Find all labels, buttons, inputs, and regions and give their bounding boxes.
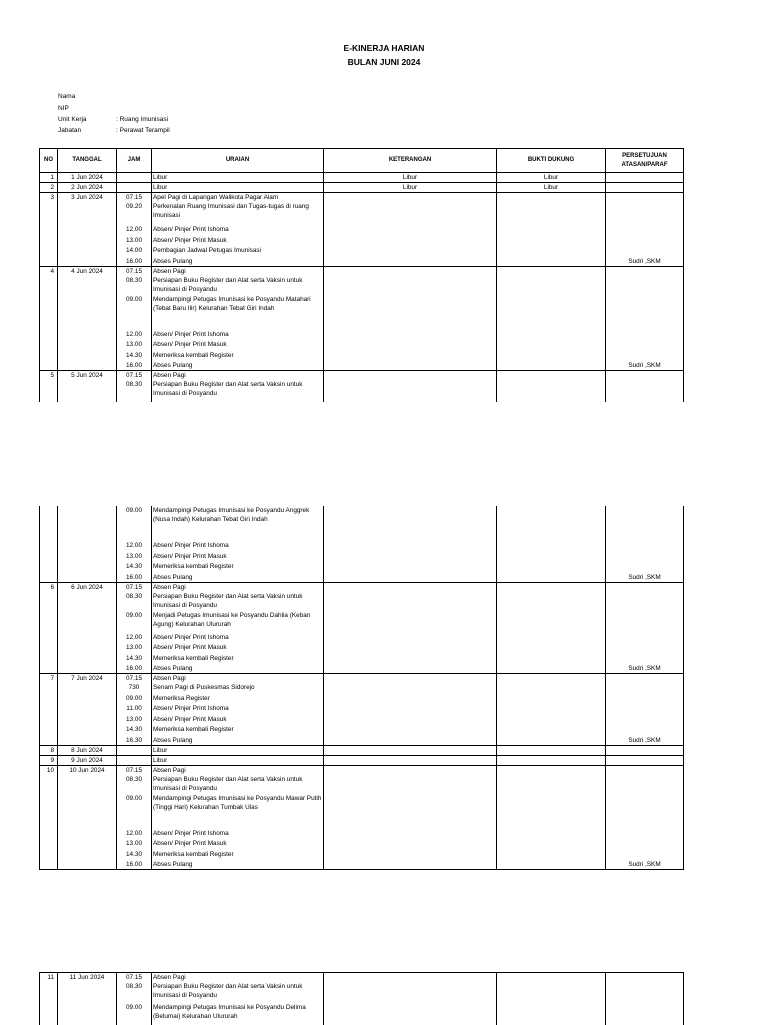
row-jam xyxy=(117,173,152,183)
row-tanggal: 10 Jun 2024 xyxy=(58,766,117,870)
activity-table-page3 xyxy=(39,972,684,1025)
jam-entry: 09.00 xyxy=(118,794,150,829)
uraian-entry: Abses Pulang xyxy=(153,860,322,869)
jam-entry: 08.30 xyxy=(118,775,150,794)
table-row xyxy=(40,267,684,371)
uraian-entry: Mendampingi Petugas Imunisasi ke Posyandu Mawar Putih (Tinggi Hari) Kelurahan Tumbak Ulas xyxy=(153,794,322,829)
row-jam xyxy=(117,183,152,193)
jam-entry: 12.00 xyxy=(118,225,150,236)
row-keterangan xyxy=(324,371,497,403)
uraian-entry: Memeriksa kembali Register xyxy=(153,351,322,361)
uraian-entry: Mendampingi Petugas Imunisasi ke Posyandu Anggrek (Nusa Indah) Kelurahan Tebat Giri Indah xyxy=(153,506,322,541)
row-no: 1 xyxy=(40,173,58,183)
uraian-entry: Absen/ Pinjer Print Masuk xyxy=(153,643,322,654)
document-subtitle: BULAN JUNI 2024 xyxy=(0,57,768,67)
jam-entry: 14.00 xyxy=(118,246,150,257)
info-row xyxy=(58,91,116,102)
uraian-entry: Persiapan Buku Register dan Alat serta Vaksin untuk Imunisasi di Posyandu xyxy=(153,276,322,295)
uraian-entry: Abses Pulang xyxy=(153,664,322,673)
row-tanggal: 4 Jun 2024 xyxy=(58,267,117,371)
table-row xyxy=(40,766,684,870)
uraian-entry: Persiapan Buku Register dan Alat serta Vaksin untuk Imunisasi di Posyandu xyxy=(153,380,322,402)
uraian-entry: Absen/ Pinjer Print Ishoma xyxy=(153,330,322,340)
row-bukti-dukung xyxy=(497,973,606,1025)
row-uraian: Libur xyxy=(152,756,324,766)
uraian-entry: Absen Pagi xyxy=(153,371,322,380)
uraian-entry: Absen/ Pinjer Print Ishoma xyxy=(153,633,322,643)
row-no: 11 xyxy=(40,973,58,1025)
row-uraian xyxy=(152,973,324,1025)
info-row xyxy=(58,125,170,136)
jam-entry: 14.30 xyxy=(118,725,150,736)
jam-entry: 16.00 xyxy=(118,860,150,869)
row-keterangan: Libur xyxy=(324,173,497,183)
row-paraf: Sudri ,SKM xyxy=(606,766,684,870)
row-tanggal: 8 Jun 2024 xyxy=(58,746,117,756)
uraian-entry: Senam Pagi di Puskesmas Sidorejo xyxy=(153,683,322,694)
header-keterangan: KETERANGAN xyxy=(324,149,497,173)
row-jam xyxy=(117,193,152,267)
jam-entry: 08.30 xyxy=(118,276,150,295)
jam-entry: 07.15 xyxy=(118,371,150,380)
uraian-entry: Persiapan Buku Register dan Alat serta Vaksin untuk Imunisasi di Posyandu xyxy=(153,982,322,1003)
uraian-entry: Abses Pulang xyxy=(153,573,322,582)
row-no: 5 xyxy=(40,371,58,403)
table-header-row xyxy=(40,149,684,173)
row-jam xyxy=(117,371,152,403)
table-row xyxy=(40,173,684,183)
table-row xyxy=(40,973,684,1025)
jam-entry: 07.15 xyxy=(118,267,150,276)
uraian-entry: Absen/ Pinjer Print Masuk xyxy=(153,340,322,351)
table-row xyxy=(40,506,684,583)
row-paraf xyxy=(606,756,684,766)
info-row xyxy=(58,114,168,125)
row-bukti-dukung: Libur xyxy=(497,183,606,193)
uraian-entry: Absen/ Pinjer Print Masuk xyxy=(153,236,322,246)
row-jam xyxy=(117,756,152,766)
row-keterangan xyxy=(324,756,497,766)
jam-entry: 09.00 xyxy=(118,1003,150,1025)
jam-entry: 07.15 xyxy=(118,973,150,982)
header-persetujuan: PERSETUJUAN ATASAN/PARAF xyxy=(606,149,684,173)
row-bukti-dukung xyxy=(497,583,606,674)
row-tanggal: 6 Jun 2024 xyxy=(58,583,117,674)
row-tanggal xyxy=(58,506,117,583)
row-tanggal: 2 Jun 2024 xyxy=(58,183,117,193)
row-paraf xyxy=(606,973,684,1025)
row-tanggal: 11 Jun 2024 xyxy=(58,973,117,1025)
row-bukti-dukung xyxy=(497,193,606,267)
uraian-entry: Absen/ Pinjer Print Masuk xyxy=(153,839,322,850)
jam-entry: 12.00 xyxy=(118,829,150,839)
row-bukti-dukung xyxy=(497,506,606,583)
row-jam xyxy=(117,583,152,674)
jam-entry: 13.00 xyxy=(118,340,150,351)
uraian-entry: Absen/ Pinjer Print Ishoma xyxy=(153,829,322,839)
jam-entry: 07.15 xyxy=(118,766,150,775)
row-paraf xyxy=(606,183,684,193)
uraian-entry: Absen Pagi xyxy=(153,267,322,276)
table-row xyxy=(40,674,684,746)
row-paraf: Sudri ,SKM xyxy=(606,193,684,267)
jam-entry: 07.15 xyxy=(118,193,150,202)
jam-entry: 09.20 xyxy=(118,202,150,225)
row-paraf: Sudri ,SKM xyxy=(606,583,684,674)
row-tanggal: 7 Jun 2024 xyxy=(58,674,117,746)
info-label: NIP xyxy=(58,103,116,114)
row-keterangan xyxy=(324,766,497,870)
jam-entry: 13.00 xyxy=(118,715,150,725)
uraian-entry: Memeriksa kembali Register xyxy=(153,654,322,664)
info-label: Nama xyxy=(58,91,116,102)
row-uraian xyxy=(152,766,324,870)
row-no: 6 xyxy=(40,583,58,674)
activity-table-page2 xyxy=(39,506,684,870)
jam-entry: 09.00 xyxy=(118,506,150,541)
header-bukti-dukung: BUKTI DUKUNG xyxy=(497,149,606,173)
header-uraian: URAIAN xyxy=(152,149,324,173)
uraian-entry: Absen/ Pinjer Print Masuk xyxy=(153,552,322,562)
header-tanggal: TANGGAL xyxy=(58,149,117,173)
table-row xyxy=(40,756,684,766)
jam-entry: 16.30 xyxy=(118,736,150,745)
uraian-entry: Apel Pagi di Lapangan Walikota Pagar Alam xyxy=(153,193,322,202)
jam-entry: 13.00 xyxy=(118,643,150,654)
uraian-entry: Memeriksa Register xyxy=(153,694,322,704)
jam-entry: 14.30 xyxy=(118,850,150,860)
row-paraf xyxy=(606,371,684,403)
row-keterangan xyxy=(324,746,497,756)
table-row xyxy=(40,183,684,193)
jam-entry: 13.00 xyxy=(118,839,150,850)
row-paraf: Sudri ,SKM xyxy=(606,506,684,583)
row-no: 2 xyxy=(40,183,58,193)
row-uraian: Libur xyxy=(152,183,324,193)
row-jam xyxy=(117,766,152,870)
info-value: : Ruang Imunisasi xyxy=(116,116,168,123)
jam-entry: 730 xyxy=(118,683,150,694)
row-bukti-dukung xyxy=(497,746,606,756)
row-keterangan xyxy=(324,267,497,371)
uraian-entry: Absen Pagi xyxy=(153,766,322,775)
jam-entry: 14.30 xyxy=(118,654,150,664)
header-jam: JAM xyxy=(117,149,152,173)
table-row xyxy=(40,371,684,403)
jam-entry: 09.00 xyxy=(118,295,150,330)
row-uraian xyxy=(152,193,324,267)
row-no: 4 xyxy=(40,267,58,371)
row-paraf: Sudri ,SKM xyxy=(606,674,684,746)
uraian-entry: Persiapan Buku Register dan Alat serta Vaksin untuk Imunisasi di Posyandu xyxy=(153,592,322,611)
row-uraian: Libur xyxy=(152,173,324,183)
header-no: NO xyxy=(40,149,58,173)
jam-entry: 08.30 xyxy=(118,982,150,1003)
row-no: 8 xyxy=(40,746,58,756)
row-no: 9 xyxy=(40,756,58,766)
jam-entry: 12.00 xyxy=(118,633,150,643)
jam-entry: 09.00 xyxy=(118,611,150,633)
jam-entry: 16.00 xyxy=(118,361,150,370)
jam-entry: 12.00 xyxy=(118,541,150,552)
jam-entry: 16.00 xyxy=(118,664,150,673)
row-tanggal: 1 Jun 2024 xyxy=(58,173,117,183)
row-paraf xyxy=(606,173,684,183)
row-keterangan xyxy=(324,506,497,583)
row-paraf: Sudri ,SKM xyxy=(606,267,684,371)
uraian-entry: Abses Pulang xyxy=(153,736,322,745)
uraian-entry: Mendampingi Petugas Imunisasi ke Posyandu Delima (Belumai) Kelurahan Ulururah xyxy=(153,1003,322,1025)
jam-entry: 07.15 xyxy=(118,583,150,592)
uraian-entry: Absen Pagi xyxy=(153,583,322,592)
uraian-entry: Persiapan Buku Register dan Alat serta Vaksin untuk Imunisasi di Posyandu xyxy=(153,775,322,794)
jam-entry: 13.00 xyxy=(118,236,150,246)
row-bukti-dukung xyxy=(497,267,606,371)
row-jam xyxy=(117,973,152,1025)
row-keterangan xyxy=(324,583,497,674)
row-keterangan: Libur xyxy=(324,183,497,193)
activity-table-page1 xyxy=(39,148,684,402)
row-bukti-dukung xyxy=(497,371,606,403)
info-row xyxy=(58,103,116,114)
jam-entry: 14.30 xyxy=(118,351,150,361)
row-uraian xyxy=(152,267,324,371)
row-no: 3 xyxy=(40,193,58,267)
uraian-entry: Pembagian Jadwal Petugas Imunisasi xyxy=(153,246,322,257)
row-paraf xyxy=(606,746,684,756)
row-uraian xyxy=(152,506,324,583)
row-uraian xyxy=(152,371,324,403)
row-jam xyxy=(117,746,152,756)
row-jam xyxy=(117,674,152,746)
row-tanggal: 5 Jun 2024 xyxy=(58,371,117,403)
row-bukti-dukung xyxy=(497,674,606,746)
row-keterangan xyxy=(324,193,497,267)
row-no: 10 xyxy=(40,766,58,870)
uraian-entry: Abses Pulang xyxy=(153,361,322,370)
uraian-entry: Memeriksa kembali Register xyxy=(153,850,322,860)
uraian-entry: Menjadi Petugas Imunisasi ke Posyandu Dahlia (Keban Agung) Kelurahan Ulururah xyxy=(153,611,322,633)
document-title: E-KINERJA HARIAN xyxy=(0,43,768,53)
jam-entry: 08.30 xyxy=(118,380,150,402)
info-value: : Perawat Terampil xyxy=(116,127,170,134)
row-tanggal: 9 Jun 2024 xyxy=(58,756,117,766)
row-keterangan xyxy=(324,973,497,1025)
table-row xyxy=(40,746,684,756)
jam-entry: 16.00 xyxy=(118,573,150,582)
uraian-entry: Perkenalan Ruang Imunisasi dan Tugas-tugas di ruang Imunisasi xyxy=(153,202,322,225)
uraian-entry: Mendampingi Petugas Imunisasi ke Posyandu Matahari (Tebat Baru Ilir) Kelurahan Tebat Giri Indah xyxy=(153,295,322,330)
uraian-entry: Absen/ Pinjer Print Ishoma xyxy=(153,704,322,715)
jam-entry: 07.15 xyxy=(118,674,150,683)
row-jam xyxy=(117,267,152,371)
table-row xyxy=(40,193,684,267)
row-jam xyxy=(117,506,152,583)
row-bukti-dukung xyxy=(497,756,606,766)
row-bukti-dukung xyxy=(497,766,606,870)
row-no: 7 xyxy=(40,674,58,746)
uraian-entry: Absen/ Pinjer Print Masuk xyxy=(153,715,322,725)
jam-entry: 08.30 xyxy=(118,592,150,611)
jam-entry: 14.30 xyxy=(118,562,150,573)
jam-entry: 09.00 xyxy=(118,694,150,704)
row-bukti-dukung: Libur xyxy=(497,173,606,183)
info-label: Jabatan xyxy=(58,125,116,136)
uraian-entry: Absen Pagi xyxy=(153,973,322,982)
row-uraian: Libur xyxy=(152,746,324,756)
row-no xyxy=(40,506,58,583)
jam-entry: 11.00 xyxy=(118,704,150,715)
uraian-entry: Memeriksa kembali Register xyxy=(153,562,322,573)
row-uraian xyxy=(152,674,324,746)
jam-entry: 13.00 xyxy=(118,552,150,562)
jam-entry: 16.00 xyxy=(118,257,150,266)
uraian-entry: Absen/ Pinjer Print Ishoma xyxy=(153,225,322,236)
row-uraian xyxy=(152,583,324,674)
uraian-entry: Absen/ Pinjer Print Ishoma xyxy=(153,541,322,552)
row-keterangan xyxy=(324,674,497,746)
uraian-entry: Memeriksa kembali Register xyxy=(153,725,322,736)
row-tanggal: 3 Jun 2024 xyxy=(58,193,117,267)
jam-entry: 12.00 xyxy=(118,330,150,340)
table-row xyxy=(40,583,684,674)
uraian-entry: Abses Pulang xyxy=(153,257,322,266)
info-label: Unit Kerja xyxy=(58,114,116,125)
uraian-entry: Absen Pagi xyxy=(153,674,322,683)
